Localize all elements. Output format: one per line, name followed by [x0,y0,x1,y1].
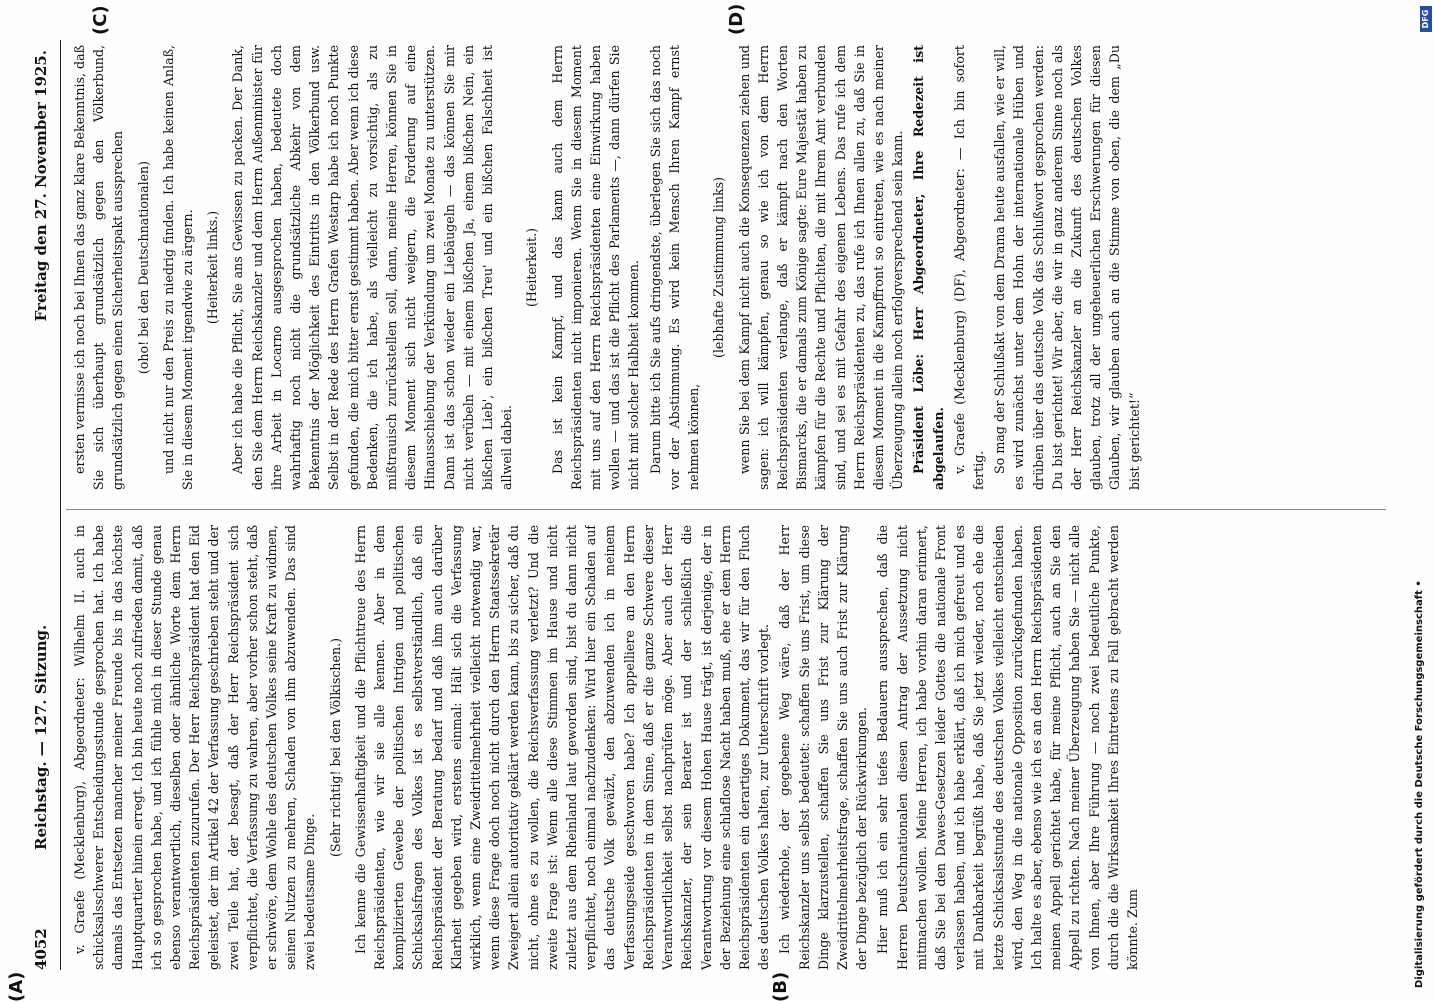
paragraph: Ich kenne die Gewissenhaftigkeit und die Pflichttreue des Herrn Reichspräsidenten, wie wir sie alle kennen. Aber in dem komplizierten Gewebe der politischen Intrigen und politischen Schicksalsfragen des Volkes ist es selbstverständlich, daß ein Reichspräsident der Beratung bedarf und daß ihm auch darüber Klarheit gegeben wird, erstens einmal: Hält sich die Verfassung wirklich, wenn eine Zweidrittelmehrheit vielleicht notwendig war, wenn diese Frage doch noch nicht durch den Herrn Staatssekretär Zweigert allein autoritativ geklärt werden kann, bis zu sicher, daß du nicht, ohne es zu wollen, die Reichsverfassung verletzt? Und die zweite Frage ist: Wenn alle diese Stimmen im Hause und nicht zuletzt aus dem Rheinland laut geworden sind, bist du dann nicht verpflichtet, noch einmal nachzudenken: Wird hier ein Schaden auf das deutsche Volk gewälzt, den abzuwenden ich in meinem Verfassungseide geschworen habe? Ich appelliere an den Herrn Reichspräsidenten in dem Sinne, daß er die ganze Schwere dieser Verantwortlichkeit selbst nachprüfen möge. Aber auch der Herr Reichskanzler, der sein Berater ist und der schließlich die Verantwortung vor diesem Hohen Hause trägt, ist derjenige, der in der Beziehung eine schlaflose Nacht haben muß, ehe er dem Herrn Reichspräsidenten ein derartiges Dokument, das wir für den Fluch des deutschen Volkes halten, zur Unterschrift vorlegt. [352,525,772,970]
header-rule [60,40,61,970]
paragraph: Darum bitte ich Sie aufs dringendste, überlegen Sie sich das noch vor der Abstimmung. Es wird kein Mensch Ihren Kampf ernst nehmen können, [647,45,702,490]
dfg-logo-text: DFG [1421,9,1430,29]
paragraph: Das ist kein Kampf, und das kann auch dem Herrn Reichspräsidenten nicht imponieren. Wenn Sie in diesem Moment mit uns auf den Herrn Reichspräsidenten eine Einwirkung haben wollen — und das ist die Pflicht des Parlaments —, dann dürfen Sie nicht mit solcher Halbheit kommen. [549,45,642,490]
paragraph: ersten vermisse ich noch bei Ihnen das ganz klare Bekenntnis, daß Sie sich überhaupt grundsätzlich gegen den Völkerbund, grundsätzlich gegen einen Sicherheitspakt aussprechen [72,45,126,490]
interjection: (Heiterkeit.) [524,228,540,307]
session-date: Freitag den 27. November 1925. [32,50,50,322]
paragraph: und nicht nur den Preis zu niedrig finden. Ich habe keinen Anlaß, Sie in diesem Moment irgendwie zu ärgern. [160,45,196,490]
margin-marker-a: (A) [6,971,27,1002]
interjection: (oho! bei den Deutschnationalen) [135,160,151,375]
margin-marker-c: (C) [90,5,111,35]
paragraph: v. Graefe (Mecklenburg), Abgeordneter: Wilhelm II. auch in schicksalsschwerer Entscheidungsstunde gesprochen hat. Ich habe damals das Entsetzen mancher meiner Freunde bis in das höchste Hauptquartier hinein erregt. Ich bin heute noch zufrieden damit, daß ich so gesprochen habe, und ich fühle mich in dieser Stunde genau ebenso verantwortlich, dieselben oder ähnliche Worte dem Herrn Reichspräsidenten zuzurufen. Der Herr Reichspräsident hat den Eid geleistet, der im Artikel 42 der Verfassung geschrieben steht und der zwei Teile hat, der besagt, daß der Herr Reichspräsident sich verpflichtet, die Verfassung zu wahren, aber vorher schon steht, daß er schwöre, dem Wohle des deutschen Volkes seine Kraft zu widmen, seinen Nutzen zu mehren, Schaden von ihm abzuwenden. Das sind zwei bedeutsame Dinge. [72,525,318,970]
text-column-left [70,525,1400,970]
interjection: (Heiterkeit links.) [205,210,221,325]
paragraph: So mag der Schlußakt von dem Drama heute ausfallen, wie er will, es wird zunächst unter dem Hohn der internationale Hüben und drüben über das deutsche Volk das Schlußwort gesprochen werden: Du bist gerichtet! Wir aber, die wir in ganz anderem Sinne noch als der Herr Reichskanzler an die Zukunft des deutschen Volkes glauben, trotz all der ungeheuerlichen Erschwerungen für diesen Glauben, wir glauben auch an die Stimme von oben, die dem „Du bist gerichtet!“ [992,45,1142,490]
paragraph: Ich wiederhole, der gegebene Weg wäre, daß der Herr Reichskanzler uns selbst bedeutet: schaffen Sie uns Frist, um diese Dinge klarzustellen, schaffen Sie uns Frist zur Klärung der Zweidrittelmehrheitsfrage, schaffen Sie uns auch Frist zur Klärung der Dinge bezüglich der Rückwirkungen. [777,525,870,970]
dfg-logo [1420,6,1432,32]
margin-marker-d: (D) [726,3,747,35]
margin-marker-b: (B) [770,971,791,1002]
credit-text: Digitalisierung gefördert durch die Deutsche Forschungsgemeinschaft • [1414,580,1425,988]
interjection: (lebhafte Zustimmung links) [711,177,727,359]
page-number: 4052 [32,928,50,970]
paragraph: v. Graefe (Mecklenburg) (DF), Abgeordneter: — Ich bin sofort fertig. [951,45,986,490]
speaker-paragraph: Präsident Löbe: Herr Abgeordneter, Ihre Redezeit ist abgelaufen. [911,45,946,490]
text-column-right [70,45,1400,490]
paragraph: Aber ich habe die Pflicht, Sie ans Gewissen zu packen. Der Dank, den Sie dem Herrn Reichskanzler und dem Herrn Außenminister für ihre Arbeit in Locarno ausgesprochen haben, bedeutete doch wahrhaftig noch nicht die grundsätzliche Abkehr von dem Bekenntnis der Möglichkeit des Eintritts in den Völkerbund usw. Selbst in der Rede des Herrn Grafen Westarp habe ich noch Punkte gefunden, die mich bitter ernst gestimmt haben. Aber wenn ich diese Bedenken, die ich habe, als vielleicht zu vorsichtig, als zu mißtrauisch zurückstellen soll, dann, meine Herren, können Sie in diesem Moment sich nicht weigern, die Forderung auf eine Hinausschiebung der Verkündung um zwei Monate zu unterstützen. Dann ist das schon wieder ein Liebäugeln — das können Sie mir nicht verübeln — mit einem bißchen Ja, einem bißchen Nein, ein bißchen Lieb', ein bißchen Treu' und ein bißchen Falschheit ist allweil dabei. [230,45,515,490]
paragraph: Hier muß ich ein sehr tiefes Bedauern aussprechen, daß die Herren Deutschnationalen diesen Antrag der Aussetzung nicht mitmachen wollen. Meine Herren, ich habe vorhin daran erinnert, daß Sie bei den Dawes-Gesetzen leider Gottes die nationale Front verlassen haben, und ich habe erklärt, daß ich mich gefreut und es mit Dankbarkeit begrüßt habe, daß Sie jetzt wieder, noch ehe die letzte Schicksalsstunde des deutschen Volkes vielleicht entschieden wird, den Weg in die nationale Opposition zurückgefunden haben. Ich halte es aber, ebenso wie ich es an den Herrn Reichspräsidenten meinen Appell gerichtet habe, für meine Pflicht, auch an Sie den Appell zu richten. Nach meiner Überzeugung haben Sie — nicht alle von Ihnen, aber Ihre Führung — noch zwei bedeutliche Punkte, durch die die Wirksamkeit Ihres Eintretens zu Fall gebracht werden könnte. Zum [875,525,1140,970]
session-title: Reichstag. — 127. Sitzung. [32,624,50,850]
paragraph: wenn Sie bei dem Kampf nicht auch die Konsequenzen ziehen und sagen: ich will kämpfen, genau so wie ich von dem Herrn Reichspräsidenten verlange, daß er kämpft nach den Worten Bismarcks, die er damals zum Könige sagte: Eure Majestät haben zu kämpfen für die Rechte und Pflichten, die mit Ihrem Amt verbunden sind, und sei es mit Gefahr des eigenen Lebens. Das rufe ich dem Herrn Reichspräsidenten zu, das rufe ich Ihnen allen zu, daß Sie in diesem Moment in die Kampffront so eintreten, wie es nach meiner Überzeugung allein noch erfolgversprechend sein kann. [736,45,906,490]
column-separator [66,509,1386,510]
page-header [28,40,58,970]
digitization-credit-bar [1405,0,1434,1000]
interjection: (Sehr richtig! bei den Völkischen.) [327,637,343,858]
